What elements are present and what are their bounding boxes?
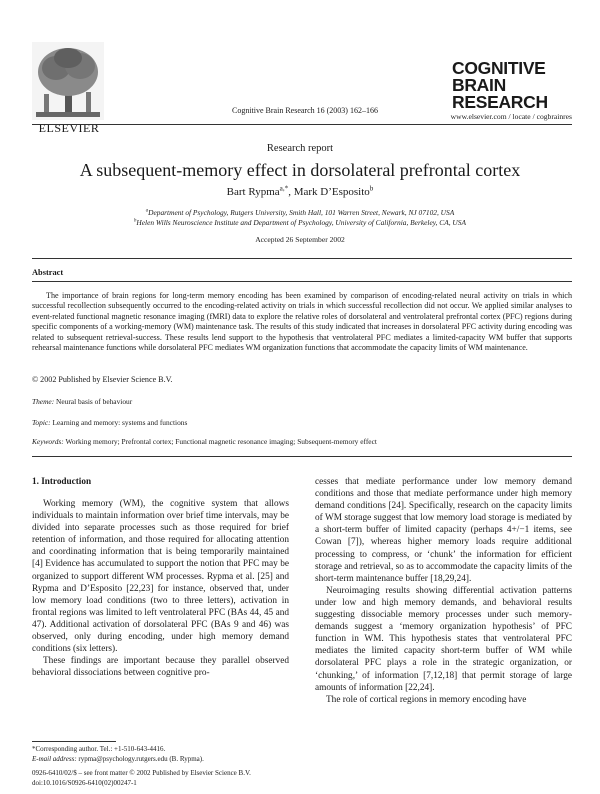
author-list	[0, 186, 600, 198]
author-name: Bart Rypma	[226, 186, 280, 198]
abstract-copyright: © 2002 Published by Elsevier Science B.V.	[32, 375, 173, 384]
theme-line	[32, 397, 132, 406]
elsevier-tree-logo	[32, 42, 104, 120]
affiliation-text: Helen Wills Neuroscience Institute and Department of Psychology, University of California, Berkeley, CA, USA	[136, 218, 466, 227]
header-divider	[32, 124, 572, 125]
affiliation-text: Department of Psychology, Rutgers University, Smith Hall, 101 Warren Street, Newark, NJ 07102, USA	[148, 208, 455, 217]
abstract-top-divider	[32, 258, 572, 259]
email-label: E-mail address:	[32, 755, 77, 763]
abstract-text: The importance of brain regions for long-term memory encoding has been examined by comparison of encoding-related neural activity on trials in which successful recollection subsequently occurred to the encoding-related activity on trials in which successful recollection did not occur. We applied similar analyses to event-related functional magnetic resonance imaging (fMRI) data to explore the relative roles of dorsolateral and ventrolateral prefrontal cortex (PFC) regions during specific components of a working-memory (WM) maintenance task. The results of this study indicated that increases in dorsolateral PFC activity during encoding was related to subsequent retrieval-success. These results lend support to the hypothesis that ventrolateral PFC mediates a limited-capacity WM buffer that supports rehearsal maintenance functions while dorsolateral PFC mediates WM organization functions that accommodate the capacity limits of WM maintenance.	[32, 291, 572, 353]
abstract-heading: Abstract	[32, 268, 64, 277]
topic-line	[32, 418, 187, 427]
journal-brand	[452, 60, 572, 111]
corresponding-author-note: *Corresponding author. Tel.: +1-510-643-4416.	[32, 745, 166, 753]
right-column	[315, 476, 572, 706]
theme-value: Neural basis of behaviour	[56, 397, 133, 406]
keywords-divider	[32, 456, 572, 457]
email-note	[32, 755, 204, 763]
topic-value: Learning and memory: systems and functions	[52, 418, 188, 427]
article-title: A subsequent-memory effect in dorsolateral prefrontal cortex	[79, 160, 521, 180]
keywords-line	[32, 437, 377, 446]
keywords-value: Working memory; Prefrontal cortex; Functional magnetic resonance imaging; Subsequent-memory effect	[65, 437, 377, 446]
affiliation-mark: b	[134, 218, 137, 224]
paragraph: These findings are important because they parallel observed behavioral dissociations between cognitive pro-	[32, 656, 289, 679]
author-marks: b	[369, 184, 374, 193]
brand-line: RESEARCH	[452, 92, 548, 112]
accepted-date: Accepted 26 September 2002	[255, 235, 345, 244]
section-heading: 1. Introduction	[32, 476, 92, 486]
keywords-label: Keywords:	[32, 437, 64, 446]
issn-line: 0926-6410/02/$ – see front matter © 2002 Published by Elsevier Science B.V.	[32, 769, 251, 777]
journal-url[interactable]: www.elsevier.com / locate / cogbrainres	[450, 112, 572, 121]
footnote-divider	[32, 741, 116, 742]
publisher-name: ELSEVIER	[38, 121, 100, 135]
affiliation-b	[0, 218, 600, 227]
journal-reference: Cognitive Brain Research 16 (2003) 162–166	[232, 106, 378, 115]
author-separator: ,	[288, 186, 294, 198]
brand-line: BRAIN	[452, 75, 506, 95]
email-address[interactable]: rypma@psychology.rutgers.edu (B. Rypma).	[78, 755, 204, 763]
topic-label: Topic:	[32, 418, 51, 427]
left-column	[32, 498, 289, 679]
doi-line[interactable]: doi:10.1016/S0926-6410(02)00247-1	[32, 779, 137, 787]
paragraph: Neuroimaging results showing differential activation patterns under low and high memory demands, and behavioral results suggesting dissociable memory processes under such memory-demands suggest a ‘memory organization hypothesis’ of PFC function in WM. This hypothesis states that ventrolateral PFC mediates the limited capacity short-term buffer of WM while dorsolateral PFC plays a role in the strategic organization, or ‘chunking,’ of information [7,12,18] that permit storage of large amounts of information [22,24].	[315, 585, 572, 693]
theme-label: Theme:	[32, 397, 55, 406]
paragraph: Working memory (WM), the cognitive system that allows individuals to maintain information over brief time intervals, may be divided into separate processes such as those required for brief retention of information, and those required for allocating attention and coordinating information that is being temporarily maintained [4] Evidence has accumulated to support the notion that PFC may be organized to support different WM processes. Rypma et al. [25] and Rypma and D’Esposito [22,23] for instance, observed that, under low memory load conditions (two to three letters), activation in frontal regions was limited to left ventrolateral PFC (BAs 44, 45 and 47). Additional activation of dorsolateral PFC (BAs 9 and 46) was observed, only during encoding, under high memory demand conditions (six letters).	[32, 499, 289, 655]
author-name: Mark D’Esposito	[293, 186, 370, 198]
affiliation-mark: a	[145, 208, 149, 214]
paragraph: cesses that mediate performance under low memory demand conditions and those that mediate performance under high memory demand conditions [24]. Specifically, research on the capacity limits of WM storage suggest that low memory load storage is mediated by a short-term buffer of limited capacity (perhaps 4+/−1 items, see Cowan [7]), whereas higher memory loads require additional processing to compress, or ‘chunk’ the information for efficient storage and retrieval, so as to accommodate the capacity limits of the short-term maintenance buffer [18,29,24].	[315, 477, 572, 584]
article-type: Research report	[266, 143, 334, 154]
affiliation-a	[0, 208, 600, 217]
brand-line: COGNITIVE	[452, 58, 546, 78]
abstract-heading-divider	[32, 281, 572, 282]
author-marks: a,*	[279, 184, 289, 193]
paragraph: The role of cortical regions in memory encoding have	[326, 694, 527, 705]
